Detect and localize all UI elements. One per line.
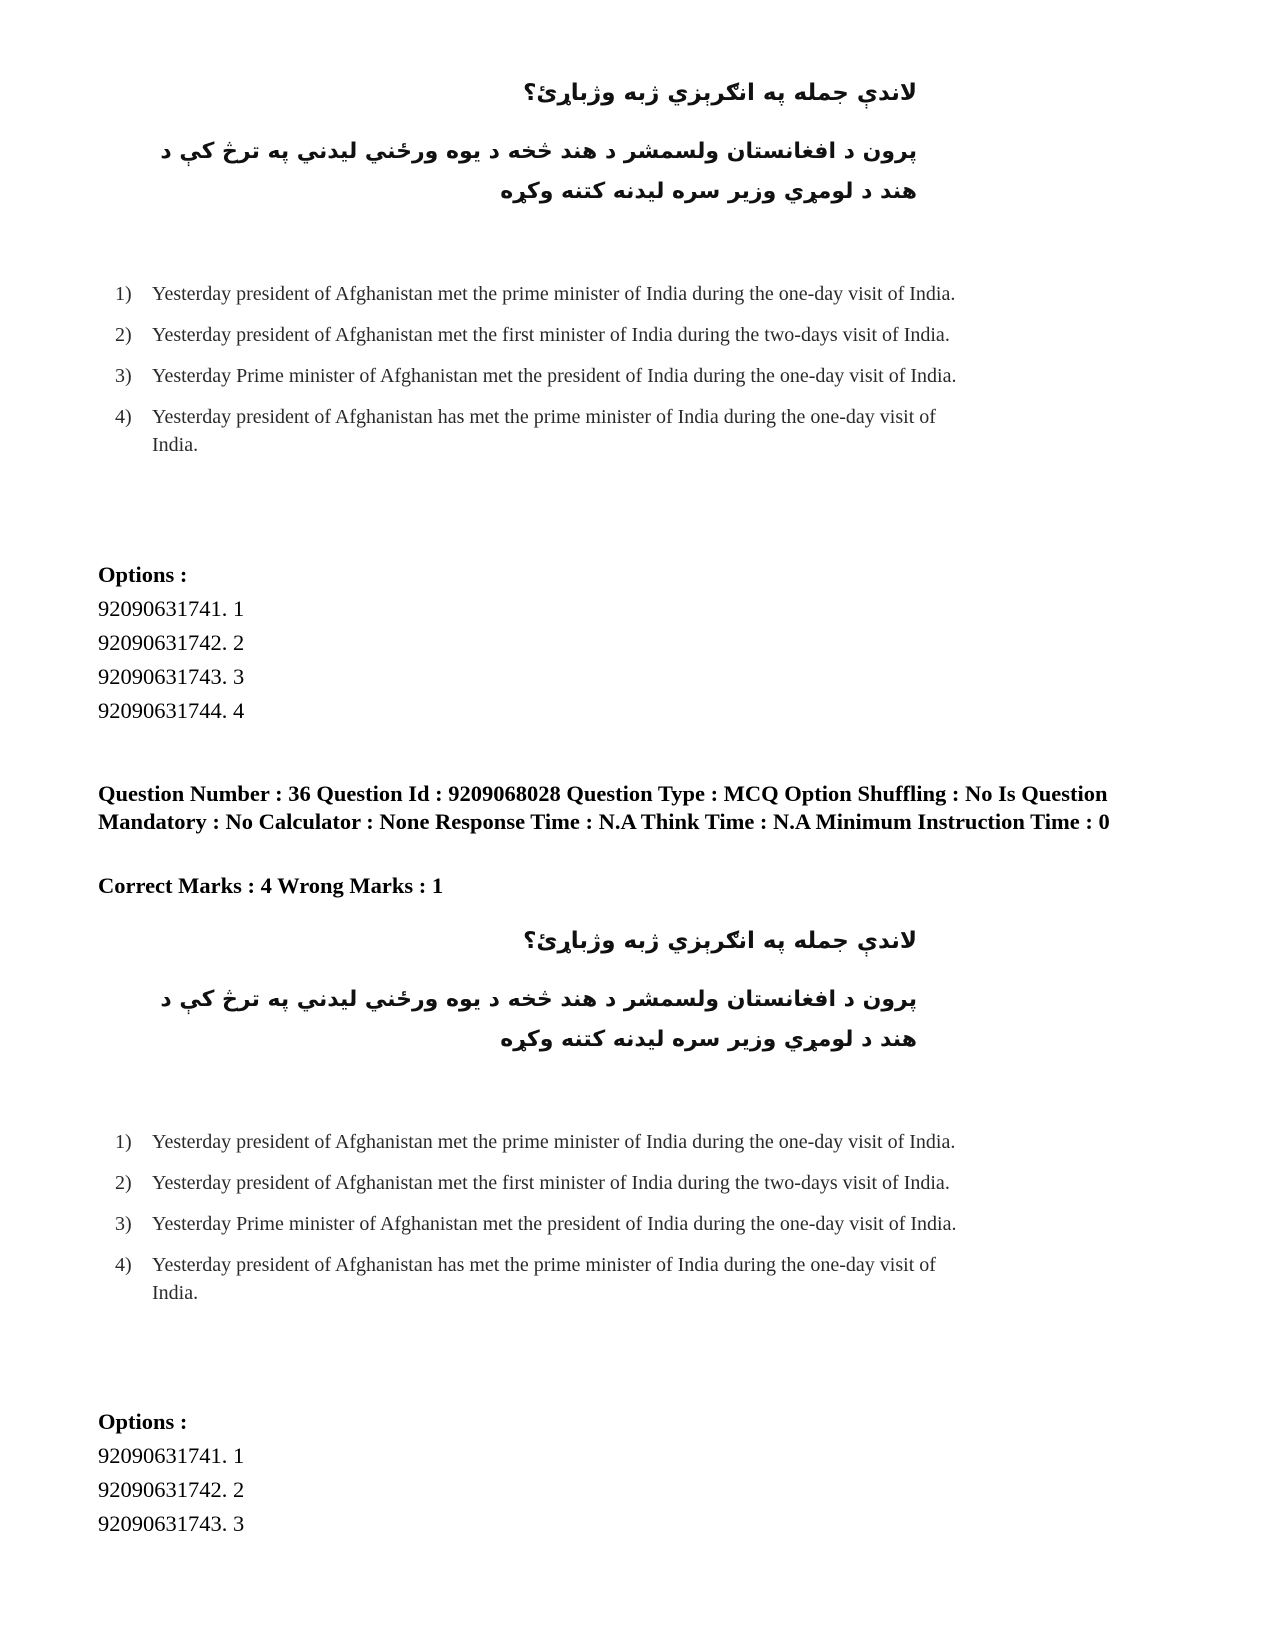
option-number: 4) xyxy=(115,406,132,428)
pashto-instruction: لاندې جمله په انګرېزي ژبه وژباړئ؟ xyxy=(523,928,917,954)
question-image xyxy=(0,908,1275,1408)
option-id-line: 92090631743. 3 xyxy=(98,1511,245,1536)
question-marks: Correct Marks : 4 Wrong Marks : 1 xyxy=(98,873,444,898)
image-option xyxy=(115,1169,975,1197)
options-label: Options : xyxy=(98,1409,188,1434)
image-option xyxy=(115,280,975,308)
image-option xyxy=(115,362,975,390)
options-label: Options : xyxy=(98,562,188,587)
option-text: Yesterday president of Afghanistan met the prime minister of India during the one-day visit of India. xyxy=(152,283,956,305)
pashto-instruction: لاندې جمله په انګرېزي ژبه وژباړئ؟ xyxy=(523,80,917,106)
option-text: Yesterday president of Afghanistan met the prime minister of India during the one-day visit of India. xyxy=(152,1131,956,1153)
option-number: 2) xyxy=(115,1172,132,1194)
pashto-sentence: پرون د افغانستان ولسمشر د هند څخه د یوه ورځني لیدني په ترڅ کې د هند د لومړي وزیر سره لیدنه کتنه وکړه xyxy=(160,139,917,204)
option-number: 3) xyxy=(115,1213,132,1235)
option-number: 1) xyxy=(115,283,132,305)
option-id-line: 92090631743. 3 xyxy=(98,664,245,689)
option-id-line: 92090631744. 4 xyxy=(98,698,245,723)
option-id-line: 92090631741. 1 xyxy=(98,1443,245,1468)
image-option xyxy=(115,321,975,349)
options-block xyxy=(98,558,244,728)
option-text: Yesterday president of Afghanistan met the first minister of India during the two-days visit of India. xyxy=(152,1172,950,1194)
option-number: 2) xyxy=(115,324,132,346)
pashto-sentence: پرون د افغانستان ولسمشر د هند څخه د یوه ورځني لیدني په ترڅ کې د هند د لومړي وزیر سره لیدنه کتنه وکړه xyxy=(160,987,917,1052)
image-option xyxy=(115,1251,975,1307)
option-text: Yesterday president of Afghanistan met the first minister of India during the two-days visit of India. xyxy=(152,324,950,346)
image-option xyxy=(115,1128,975,1156)
image-option xyxy=(115,403,975,459)
option-text: Yesterday president of Afghanistan has met the prime minister of India during the one-day visit of India. xyxy=(152,406,936,456)
image-option-list xyxy=(115,1128,975,1320)
options-block xyxy=(98,1405,244,1541)
option-number: 4) xyxy=(115,1254,132,1276)
question-image xyxy=(0,60,1275,560)
option-id-line: 92090631742. 2 xyxy=(98,1477,245,1502)
image-option xyxy=(115,1210,975,1238)
option-id-line: 92090631741. 1 xyxy=(98,596,245,621)
question-meta: Question Number : 36 Question Id : 9209068028 Question Type : MCQ Option Shuffling : No Is Question Mandatory : No Calculator : None Response Time : N.A Think Time : N.A Minimum Instruction Time : 0 xyxy=(98,781,1110,834)
option-text: Yesterday president of Afghanistan has met the prime minister of India during the one-day visit of India. xyxy=(152,1254,936,1304)
option-number: 1) xyxy=(115,1131,132,1153)
option-text: Yesterday Prime minister of Afghanistan met the president of India during the one-day visit of India. xyxy=(152,1213,957,1235)
option-number: 3) xyxy=(115,365,132,387)
option-text: Yesterday Prime minister of Afghanistan met the president of India during the one-day visit of India. xyxy=(152,365,957,387)
image-option-list xyxy=(115,280,975,472)
option-id-line: 92090631742. 2 xyxy=(98,630,245,655)
